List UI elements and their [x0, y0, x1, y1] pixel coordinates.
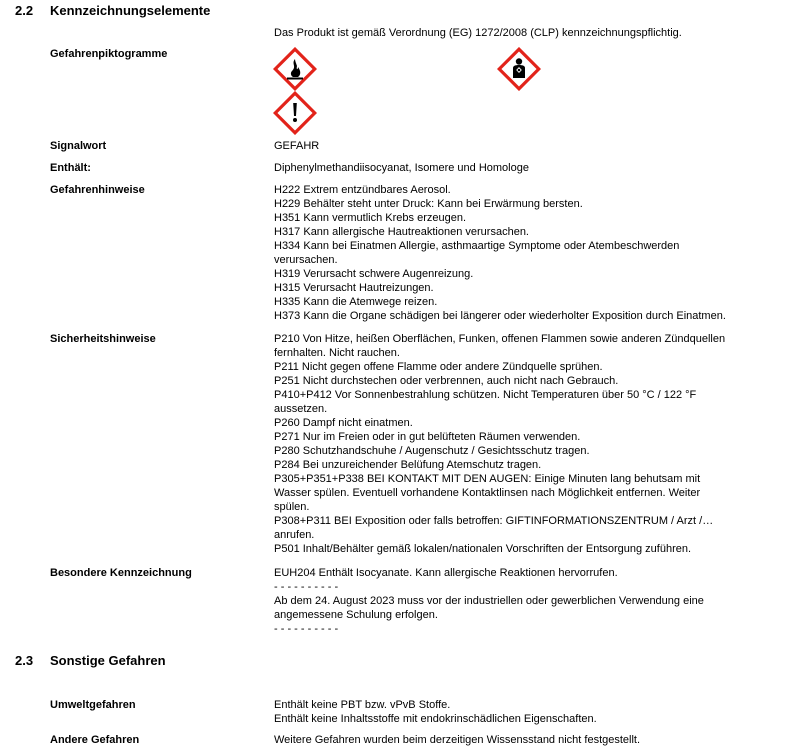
precautionary-statements-list [274, 332, 799, 556]
section-number-2-3: 2.3 [15, 653, 34, 668]
separator-line: - - - - - - - - - - [274, 623, 339, 635]
environmental-hazards-label: Umweltgefahren [50, 699, 136, 711]
hazard-statement-line: H351 Kann vermutlich Krebs erzeugen. [274, 212, 466, 224]
hazard-statement-line: H334 Kann bei Einatmen Allergie, asthmaartige Symptome oder Atembeschwerden [274, 240, 680, 252]
section-number-2-2: 2.2 [15, 3, 34, 18]
section-title-2-2: Kennzeichnungselemente [50, 3, 211, 18]
hazard-statement-line: H319 Verursacht schwere Augenreizung. [274, 268, 474, 280]
hazard-statement-line: H229 Behälter steht unter Druck: Kann bei Erwärmung bersten. [274, 198, 583, 210]
health-hazard-icon [497, 47, 541, 91]
precautionary-statement-line: P308+P311 BEI Exposition oder falls betroffen: GIFTINFORMATIONSZENTRUM / Arzt /… [274, 515, 714, 527]
special-labelling-line: angemessene Schulung erfolgen. [274, 609, 438, 621]
precautionary-statement-line: P280 Schutzhandschuhe / Augenschutz / Gesichtsschutz tragen. [274, 445, 590, 457]
precautionary-statement-line: P305+P351+P338 BEI KONTAKT MIT DEN AUGEN: Einige Minuten lang behutsam mit [274, 473, 701, 485]
precautionary-statement-line: P260 Dampf nicht einatmen. [274, 417, 413, 429]
contains-label: Enthält: [50, 162, 91, 174]
clp-intro-text: Das Produkt ist gemäß Verordnung (EG) 1272/2008 (CLP) kennzeichnungspflichtig. [274, 27, 682, 39]
flame-icon [273, 47, 317, 91]
precautionary-statement-line: aussetzen. [274, 403, 328, 415]
hazard-statement-line: H317 Kann allergische Hautreaktionen verursachen. [274, 226, 529, 238]
other-hazards-value: Weitere Gefahren wurden beim derzeitigen Wissensstand nicht festgestellt. [274, 734, 641, 746]
contains-value: Diphenylmethandiisocyanat, Isomere und Homologe [274, 162, 529, 174]
special-labelling-line: Ab dem 24. August 2023 muss vor der industriellen oder gewerblichen Verwendung eine [274, 595, 704, 607]
precautionary-statement-line: anrufen. [274, 529, 315, 541]
hazard-statement-line: H335 Kann die Atemwege reizen. [274, 296, 438, 308]
special-labelling-label: Besondere Kennzeichnung [50, 567, 192, 579]
environmental-hazard-line: Enthält keine Inhaltsstoffe mit endokrinschädlichen Eigenschaften. [274, 713, 597, 725]
precautionary-statement-line: P271 Nur im Freien oder in gut belüfteten Räumen verwenden. [274, 431, 581, 443]
precautionary-statement-line: P284 Bei unzureichender Belüfung Atemschutz tragen. [274, 459, 542, 471]
precautionary-statement-line: P251 Nicht durchstechen oder verbrennen, auch nicht nach Gebrauch. [274, 375, 619, 387]
environmental-hazards-list [274, 698, 799, 726]
hazard-statement-line: H373 Kann die Organe schädigen bei längerer oder wiederholter Exposition durch Einatmen. [274, 310, 726, 322]
precautionary-statements-label: Sicherheitshinweise [50, 333, 156, 345]
hazard-statements-label: Gefahrenhinweise [50, 184, 145, 196]
precautionary-statement-line: fernhalten. Nicht rauchen. [274, 347, 400, 359]
precautionary-statement-line: P211 Nicht gegen offene Flamme oder andere Zündquelle sprühen. [274, 361, 603, 373]
separator-line: - - - - - - - - - - [274, 581, 339, 593]
hazard-statement-line: H222 Extrem entzündbares Aerosol. [274, 184, 451, 196]
section-title-2-3: Sonstige Gefahren [50, 653, 166, 668]
special-labelling-line: EUH204 Enthält Isocyanate. Kann allergische Reaktionen hervorrufen. [274, 567, 618, 579]
exclamation-mark-icon [273, 91, 317, 135]
precautionary-statement-line: P410+P412 Vor Sonnenbestrahlung schützen. Nicht Temperaturen über 50 °C / 122 °F [274, 389, 697, 401]
special-labelling-list [274, 566, 799, 636]
environmental-hazard-line: Enthält keine PBT bzw. vPvB Stoffe. [274, 699, 451, 711]
hazard-statements-list [274, 183, 799, 323]
signal-word-label: Signalwort [50, 140, 107, 152]
precautionary-statement-line: P210 Von Hitze, heißen Oberflächen, Funken, offenen Flammen sowie anderen Zündquellen [274, 333, 726, 345]
hazard-statement-line: verursachen. [274, 254, 338, 266]
precautionary-statement-line: spülen. [274, 501, 310, 513]
precautionary-statement-line: P501 Inhalt/Behälter gemäß lokalen/nationalen Vorschriften der Entsorgung zuführen. [274, 543, 692, 555]
other-hazards-label: Andere Gefahren [50, 734, 140, 746]
signal-word-value: GEFAHR [274, 140, 320, 152]
precautionary-statement-line: Wasser spülen. Eventuell vorhandene Kontaktlinsen nach Möglichkeit entfernen. Weiter [274, 487, 701, 499]
hazard-statement-line: H315 Verursacht Hautreizungen. [274, 282, 434, 294]
pictograms-label: Gefahrenpiktogramme [50, 48, 168, 60]
